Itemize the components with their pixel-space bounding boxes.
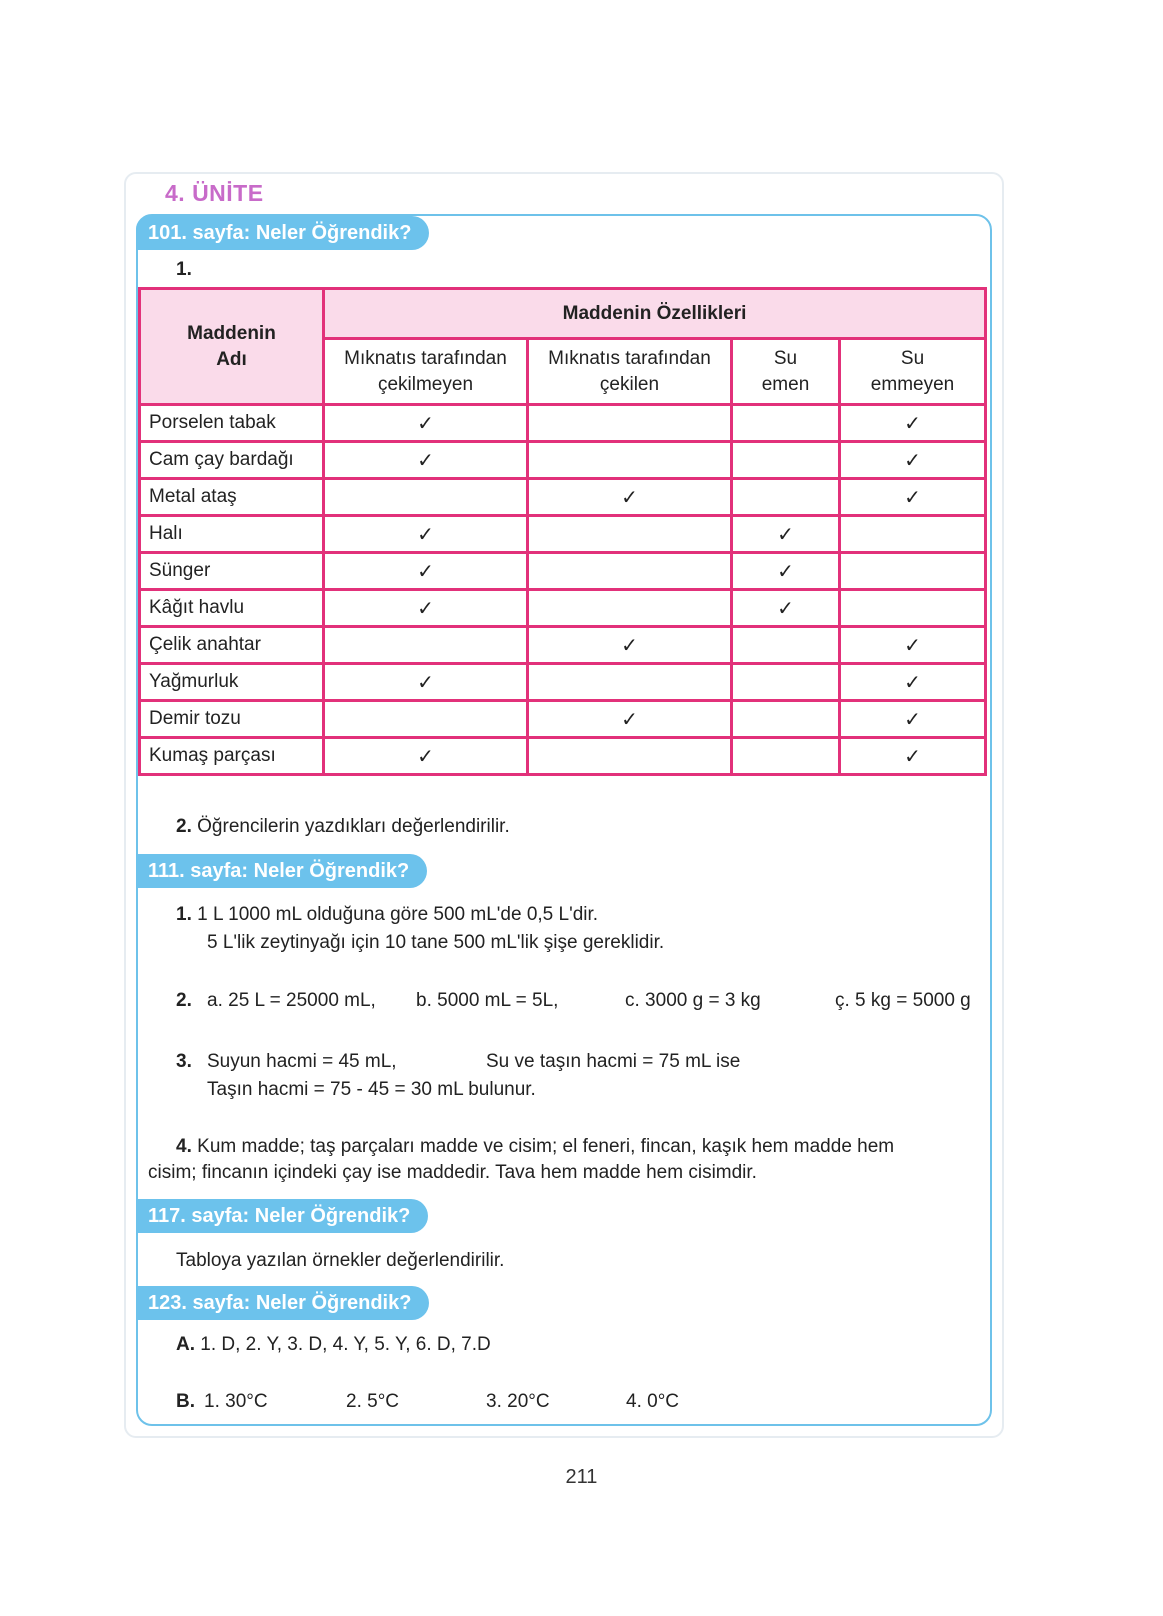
property-cell <box>324 553 528 590</box>
check-icon: ✓ <box>904 412 921 435</box>
table-row <box>140 442 986 479</box>
table-row <box>140 627 986 664</box>
property-cell <box>528 590 732 627</box>
s123-a-line <box>176 1334 491 1356</box>
header-properties: Maddenin Özellikleri <box>324 289 986 339</box>
q2-line <box>176 816 510 838</box>
check-icon: ✓ <box>417 523 434 546</box>
s111-q1-number: 1. <box>176 904 192 925</box>
table-row <box>140 516 986 553</box>
property-cell <box>840 479 986 516</box>
section-117-title: 117. sayfa: Neler Öğrendik? <box>136 1199 428 1233</box>
property-cell <box>324 442 528 479</box>
header-name: Maddenin Adı <box>140 289 324 405</box>
col-header-not-absorbs: Su emmeyen <box>840 339 986 405</box>
properties-table <box>138 287 987 776</box>
check-icon: ✓ <box>904 708 921 731</box>
check-icon: ✓ <box>417 745 434 768</box>
check-icon: ✓ <box>904 671 921 694</box>
s111-q4-line2: cisim; fincanın içindeki çay ise maddedir. Tava hem madde hem cisimdir. <box>148 1162 757 1183</box>
property-cell <box>528 405 732 442</box>
check-icon: ✓ <box>777 597 794 620</box>
s111-q1-text1: 1 L 1000 mL olduğuna göre 500 mL'de 0,5 L'dir. <box>197 904 599 925</box>
s111-q2-c: c. 3000 g = 3 kg <box>625 990 761 1011</box>
material-name: Yağmurluk <box>140 664 324 701</box>
property-cell <box>324 738 528 775</box>
check-icon: ✓ <box>417 412 434 435</box>
q1-label: 1. <box>176 259 192 280</box>
check-icon: ✓ <box>621 486 638 509</box>
s111-q2-a: a. 25 L = 25000 mL, <box>207 990 376 1011</box>
table-row <box>140 479 986 516</box>
s111-q3-b: Su ve taşın hacmi = 75 mL ise <box>486 1051 741 1072</box>
s123-b-item-3: 3. 20°C <box>486 1391 550 1412</box>
property-cell <box>528 553 732 590</box>
property-cell <box>732 664 840 701</box>
material-name: Cam çay bardağı <box>140 442 324 479</box>
property-cell <box>840 590 986 627</box>
material-name: Çelik anahtar <box>140 627 324 664</box>
property-cell <box>324 627 528 664</box>
check-icon: ✓ <box>417 671 434 694</box>
property-cell <box>528 627 732 664</box>
material-name: Sünger <box>140 553 324 590</box>
s111-q2-b: b. 5000 mL = 5L, <box>416 990 559 1011</box>
check-icon: ✓ <box>417 449 434 472</box>
property-cell <box>732 516 840 553</box>
property-cell <box>732 479 840 516</box>
table-row <box>140 701 986 738</box>
property-cell <box>840 516 986 553</box>
property-cell <box>732 627 840 664</box>
col-header-attracted: Mıknatıs tarafından çekilen <box>528 339 732 405</box>
s111-q3-line2: Taşın hacmi = 75 - 45 = 30 mL bulunur. <box>207 1079 536 1100</box>
s111-q1-line2: 5 L'lik zeytinyağı için 10 tane 500 mL'lik şişe gereklidir. <box>207 932 665 953</box>
property-cell <box>528 442 732 479</box>
check-icon: ✓ <box>904 634 921 657</box>
property-cell <box>840 738 986 775</box>
s111-q1-line1 <box>176 904 598 926</box>
page-number: 211 <box>565 1466 598 1488</box>
property-cell <box>732 442 840 479</box>
q2-number: 2. <box>176 816 192 837</box>
check-icon: ✓ <box>904 486 921 509</box>
property-cell <box>732 590 840 627</box>
property-cell <box>528 738 732 775</box>
property-cell <box>732 738 840 775</box>
property-cell <box>528 516 732 553</box>
property-cell <box>732 701 840 738</box>
s123-b-item-1: 1. 30°C <box>204 1391 268 1412</box>
table-row <box>140 738 986 775</box>
material-name: Porselen tabak <box>140 405 324 442</box>
property-cell <box>840 664 986 701</box>
section-101-title: 101. sayfa: Neler Öğrendik? <box>136 216 429 250</box>
check-icon: ✓ <box>904 449 921 472</box>
col-header-not-attracted: Mıknatıs tarafından çekilmeyen <box>324 339 528 405</box>
s123-b-label: B. <box>176 1391 195 1412</box>
property-cell <box>732 553 840 590</box>
table-row <box>140 553 986 590</box>
section-111-title: 111. sayfa: Neler Öğrendik? <box>136 854 427 888</box>
material-name: Demir tozu <box>140 701 324 738</box>
s111-q4-line1 <box>176 1136 894 1158</box>
table-row <box>140 405 986 442</box>
check-icon: ✓ <box>621 708 638 731</box>
check-icon: ✓ <box>777 560 794 583</box>
property-cell <box>840 701 986 738</box>
s123-b-item-4: 4. 0°C <box>626 1391 680 1412</box>
table-row <box>140 590 986 627</box>
check-icon: ✓ <box>417 560 434 583</box>
property-cell <box>324 405 528 442</box>
property-cell <box>732 405 840 442</box>
s111-q2-number: 2. <box>176 990 192 1011</box>
property-cell <box>324 701 528 738</box>
s111-q3-number: 3. <box>176 1051 192 1072</box>
section-123-title: 123. sayfa: Neler Öğrendik? <box>136 1286 429 1320</box>
property-cell <box>840 405 986 442</box>
property-cell <box>324 590 528 627</box>
property-cell <box>528 664 732 701</box>
property-cell <box>324 479 528 516</box>
s111-q4-number: 4. <box>176 1136 192 1157</box>
s123-a-text: 1. D, 2. Y, 3. D, 4. Y, 5. Y, 6. D, 7.D <box>200 1334 491 1355</box>
s111-q3-a: Suyun hacmi = 45 mL, <box>207 1051 397 1072</box>
property-cell <box>324 516 528 553</box>
table-row <box>140 664 986 701</box>
material-name: Halı <box>140 516 324 553</box>
unit-title: 4. ÜNİTE <box>165 180 264 206</box>
property-cell <box>840 442 986 479</box>
material-name: Kumaş parçası <box>140 738 324 775</box>
check-icon: ✓ <box>621 634 638 657</box>
s123-a-label: A. <box>176 1334 195 1355</box>
check-icon: ✓ <box>777 523 794 546</box>
property-cell <box>528 701 732 738</box>
q2-text: Öğrencilerin yazdıkları değerlendirilir. <box>197 816 510 837</box>
s111-q2-d: ç. 5 kg = 5000 g <box>835 990 971 1011</box>
property-cell <box>840 627 986 664</box>
property-cell <box>324 664 528 701</box>
check-icon: ✓ <box>904 745 921 768</box>
s111-q4-text1: Kum madde; taş parçaları madde ve cisim; el feneri, fincan, kaşık hem madde hem <box>197 1136 895 1157</box>
material-name: Metal ataş <box>140 479 324 516</box>
col-header-absorbs: Su emen <box>732 339 840 405</box>
s123-b-item-2: 2. 5°C <box>346 1391 400 1412</box>
property-cell <box>840 553 986 590</box>
property-cell <box>528 479 732 516</box>
s117-text: Tabloya yazılan örnekler değerlendirilir. <box>176 1250 505 1271</box>
material-name: Kâğıt havlu <box>140 590 324 627</box>
check-icon: ✓ <box>417 597 434 620</box>
